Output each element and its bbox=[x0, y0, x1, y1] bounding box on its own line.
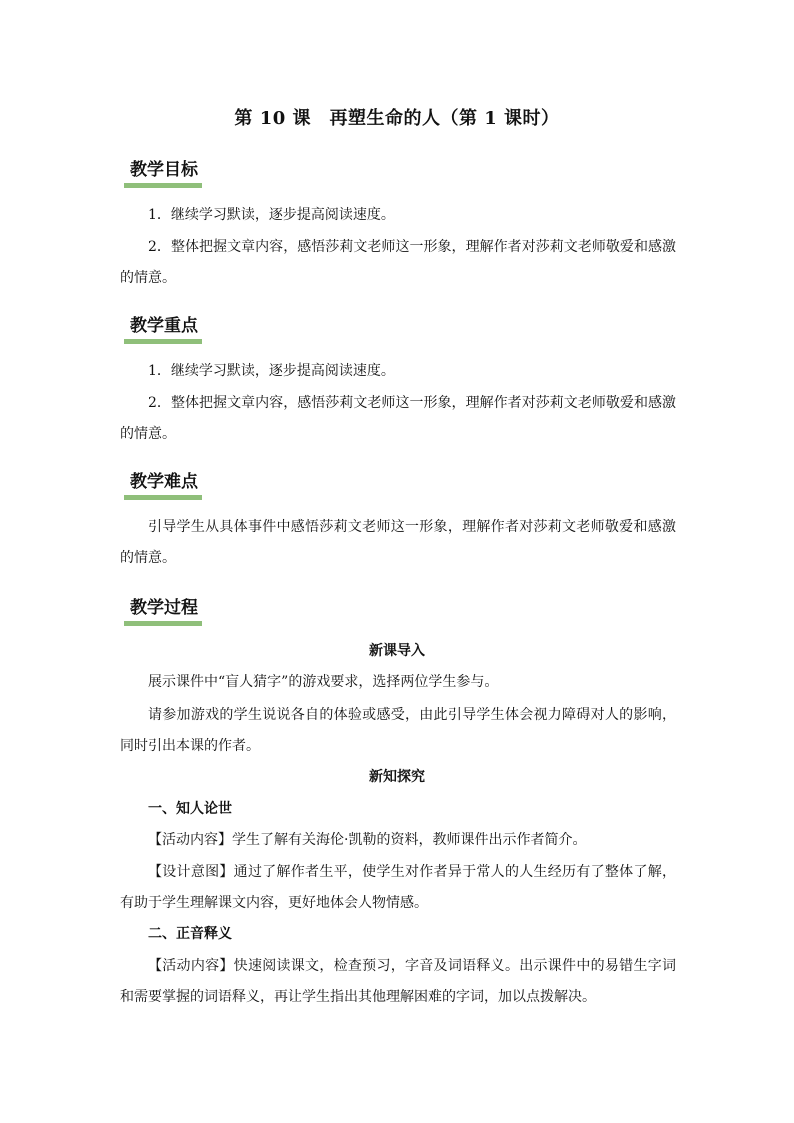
goals-item-1: 1．继续学习默读，逐步提高阅读速度。 bbox=[148, 207, 395, 223]
explore-part1-heading: 一、知人论世 bbox=[148, 801, 232, 817]
subheading-explore: 新知探究 bbox=[369, 769, 425, 785]
explore-part1-activity: 【活动内容】学生了解有关海伦·凯勒的资料，教师课件出示作者简介。 bbox=[148, 832, 587, 848]
explore-part2-activity: 【活动内容】快速阅读课文，检查预习，字音及词语释义。出示课件中的易错生字词和需要掌握的词语释义，再让学生指出其他理解困难的字词，加以点拨解决。 bbox=[120, 958, 676, 1005]
key-points-item-2: 2．整体把握文章内容，感悟莎莉文老师这一形象，理解作者对莎莉文老师敬爱和感激的情意。 bbox=[120, 395, 676, 442]
explore-part1-design: 【设计意图】通过了解作者生平，使学生对作者异于常人的人生经历有了整体了解，有助于学生理解课文内容，更好地体会人物情感。 bbox=[120, 864, 676, 911]
explore-part2-heading: 二、正音释义 bbox=[148, 926, 232, 942]
page-title: 第 10 课 再塑生命的人（第 1 课时） bbox=[234, 108, 560, 129]
intro-paragraph-2: 请参加游戏的学生说说各自的体验或感受，由此引导学生体会视力障碍对人的影响，同时引出本课的作者。 bbox=[120, 707, 676, 754]
section-heading-difficulties: 教学难点 bbox=[124, 470, 202, 500]
difficulties-text: 引导学生从具体事件中感悟莎莉文老师这一形象，理解作者对莎莉文老师敬爱和感激的情意。 bbox=[120, 519, 676, 566]
intro-paragraph-1: 展示课件中“盲人猜字”的游戏要求，选择两位学生参与。 bbox=[148, 674, 499, 690]
key-points-item-1: 1．继续学习默读，逐步提高阅读速度。 bbox=[148, 363, 395, 379]
section-heading-key-points: 教学重点 bbox=[124, 314, 202, 344]
section-heading-process: 教学过程 bbox=[124, 596, 202, 626]
goals-item-2: 2．整体把握文章内容，感悟莎莉文老师这一形象，理解作者对莎莉文老师敬爱和感激的情意。 bbox=[120, 239, 676, 286]
subheading-intro: 新课导入 bbox=[369, 643, 425, 659]
section-heading-goals: 教学目标 bbox=[124, 158, 202, 188]
